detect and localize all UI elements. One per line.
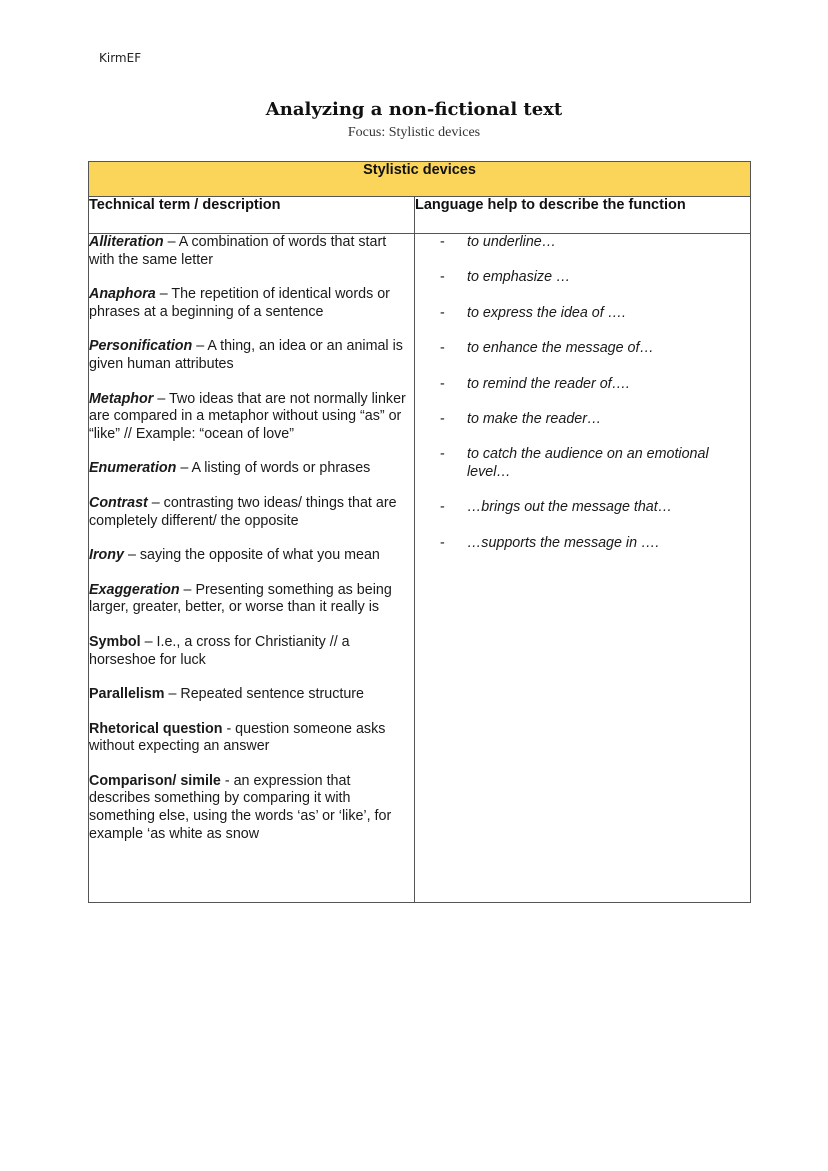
phrase-item <box>415 376 750 393</box>
term-item <box>89 286 414 321</box>
term-desc: – Two ideas that are not normally linker are compared in a metaphor without using “as” or “like” // Example: “ocean of love” <box>89 390 406 442</box>
term-desc: - an expression that describes something by comparing it with something else, using the words ‘as’ or ‘like’, for example ‘as white as snow <box>89 772 392 842</box>
dash-bullet: - <box>440 234 445 250</box>
col-header-term: Technical term / description <box>89 197 415 234</box>
term-name: Anaphora <box>89 286 156 303</box>
term-desc: – saying the opposite of what you mean <box>123 547 380 564</box>
phrase-text: to make the reader… <box>467 411 602 428</box>
term-desc: – A listing of words or phrases <box>176 460 371 477</box>
phrase-text: …supports the message in …. <box>467 534 660 551</box>
phrase-item <box>415 499 750 516</box>
dash-bullet: - <box>440 446 445 463</box>
term-desc: – A combination of words that start with the same letter <box>89 234 387 268</box>
term-item <box>89 234 414 269</box>
phrase-text: to remind the reader of…. <box>467 375 630 392</box>
terms-cell <box>89 234 415 903</box>
col-header-language-help: Language help to describe the function <box>415 197 751 234</box>
term-item <box>89 495 414 530</box>
page-title: Analyzing a non-fictional text <box>265 99 563 120</box>
term-name: Alliteration <box>89 234 164 250</box>
phrase-text: to emphasize … <box>467 269 571 286</box>
term-desc: – Repeated sentence structure <box>164 686 365 703</box>
term-item <box>89 721 414 756</box>
term-name: Exaggeration <box>89 581 180 598</box>
term-item <box>89 391 414 444</box>
phrase-item <box>415 234 750 251</box>
phrase-text: …brings out the message that… <box>467 499 673 516</box>
table-band-title: Stylistic devices <box>89 162 751 197</box>
dash-bullet: - <box>440 534 445 551</box>
term-desc: - question someone asks without expecting an answer <box>89 720 386 755</box>
term-item <box>89 547 414 565</box>
term-name: Contrast <box>89 494 148 511</box>
stylistic-devices-table <box>88 161 751 903</box>
term-desc: – contrasting two ideas/ things that are completely different/ the opposite <box>89 494 397 529</box>
term-name: Rhetorical question <box>89 720 223 737</box>
dash-bullet: - <box>440 411 445 428</box>
author-tag: KirmEF <box>99 51 142 65</box>
phrase-item <box>415 305 750 322</box>
dash-bullet: - <box>440 304 445 321</box>
term-desc: – The repetition of identical words or phrases at a beginning of a sentence <box>89 286 390 320</box>
term-item <box>89 338 414 373</box>
phrase-item <box>415 446 750 481</box>
phrase-item <box>415 269 750 286</box>
term-name: Enumeration <box>89 460 177 477</box>
phrase-item <box>415 411 750 428</box>
phrase-text: to catch the audience on an emotional level… <box>467 446 709 480</box>
term-name: Metaphor <box>89 390 154 407</box>
phrases-cell <box>415 234 751 903</box>
term-name: Irony <box>89 547 124 564</box>
phrase-item <box>415 340 750 357</box>
dash-bullet: - <box>440 499 445 516</box>
dash-bullet: - <box>440 269 445 286</box>
phrase-item <box>415 535 750 552</box>
dash-bullet: - <box>440 340 445 357</box>
term-item <box>89 634 414 669</box>
term-item <box>89 773 414 843</box>
dash-bullet: - <box>440 375 445 392</box>
phrase-text: to express the idea of …. <box>467 304 626 321</box>
page-subtitle: Focus: Stylistic devices <box>347 125 481 140</box>
term-name: Parallelism <box>89 686 165 703</box>
term-desc: – A thing, an idea or an animal is given human attributes <box>89 338 403 372</box>
term-name: Symbol <box>89 633 141 650</box>
term-name: Personification <box>89 338 193 355</box>
phrase-text: to enhance the message of… <box>467 340 654 357</box>
term-item <box>89 460 414 478</box>
term-item <box>89 582 414 617</box>
phrase-text: to underline… <box>467 234 557 250</box>
term-desc: – I.e., a cross for Christianity // a horseshoe for luck <box>89 633 350 668</box>
term-name: Comparison/ simile <box>89 772 221 789</box>
term-item <box>89 686 414 704</box>
term-desc: – Presenting something as being larger, greater, better, or worse than it really is <box>89 581 392 616</box>
